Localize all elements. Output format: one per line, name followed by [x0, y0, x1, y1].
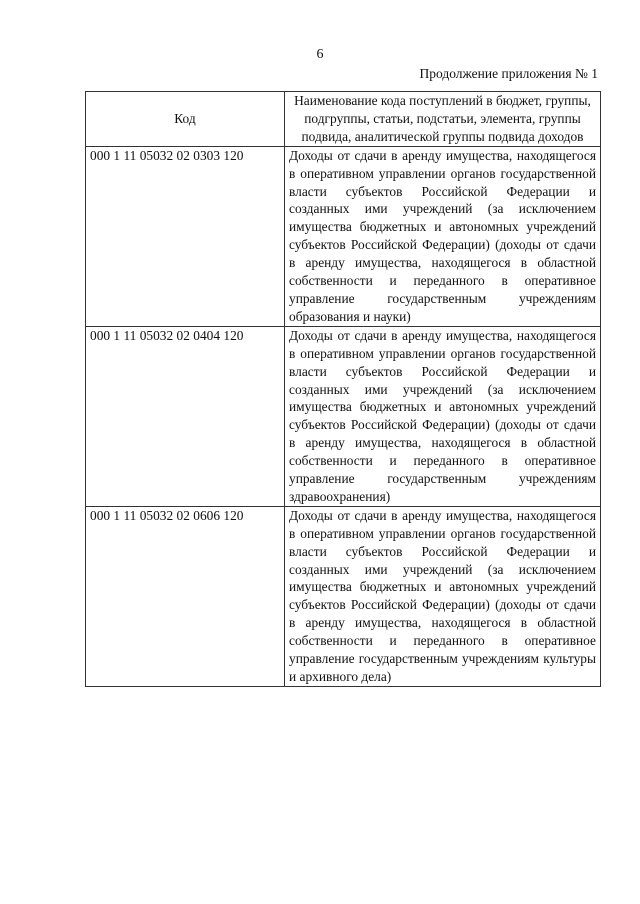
table-row [86, 146, 601, 326]
page-number: 6 [316, 47, 324, 62]
revenue-codes-table [85, 91, 601, 687]
table-row [86, 506, 601, 686]
row-description: Доходы от сдачи в аренду имущества, находящегося в оперативном управлении органов государственной власти субъектов Российской Федерации и созданных ими учреждений (за исключением имущества бюджетных и автономных учреждений субъектов Российской Федерации) (доходы от сдачи в аренду имущества, находящегося в областной собственности и переданного в оперативное управление государственным учреждениям здравоохранения) [285, 326, 601, 506]
table-row [86, 326, 601, 506]
row-description: Доходы от сдачи в аренду имущества, находящегося в оперативном управлении органов государственной власти субъектов Российской Федерации и созданных ими учреждений (за исключением имущества бюджетных и автономных учреждений субъектов Российской Федерации) (доходы от сдачи в аренду имущества, находящегося в областной собственности и переданного в оперативное управление государственным учреждениям образования и науки) [285, 146, 601, 326]
header-name: Наименование кода поступлений в бюджет, группы, подгруппы, статьи, подстатьи, элемента, группы подвида, аналитической группы подвида доходов [285, 92, 601, 147]
table-header-row [86, 92, 601, 147]
row-code: 000 1 11 05032 02 0404 120 [86, 326, 285, 506]
header-code: Код [86, 92, 285, 147]
row-description: Доходы от сдачи в аренду имущества, находящегося в оперативном управлении органов государственной власти субъектов Российской Федерации и созданных ими учреждений (за исключением имущества бюджетных и автономных учреждений субъектов Российской Федерации) (доходы от сдачи в аренду имущества, находящегося в областной собственности и переданного в оперативное управление государственным учреждениям культуры и архивного дела) [285, 506, 601, 686]
row-code: 000 1 11 05032 02 0606 120 [86, 506, 285, 686]
appendix-continuation-label: Продолжение приложения № 1 [419, 66, 598, 81]
row-code: 000 1 11 05032 02 0303 120 [86, 146, 285, 326]
